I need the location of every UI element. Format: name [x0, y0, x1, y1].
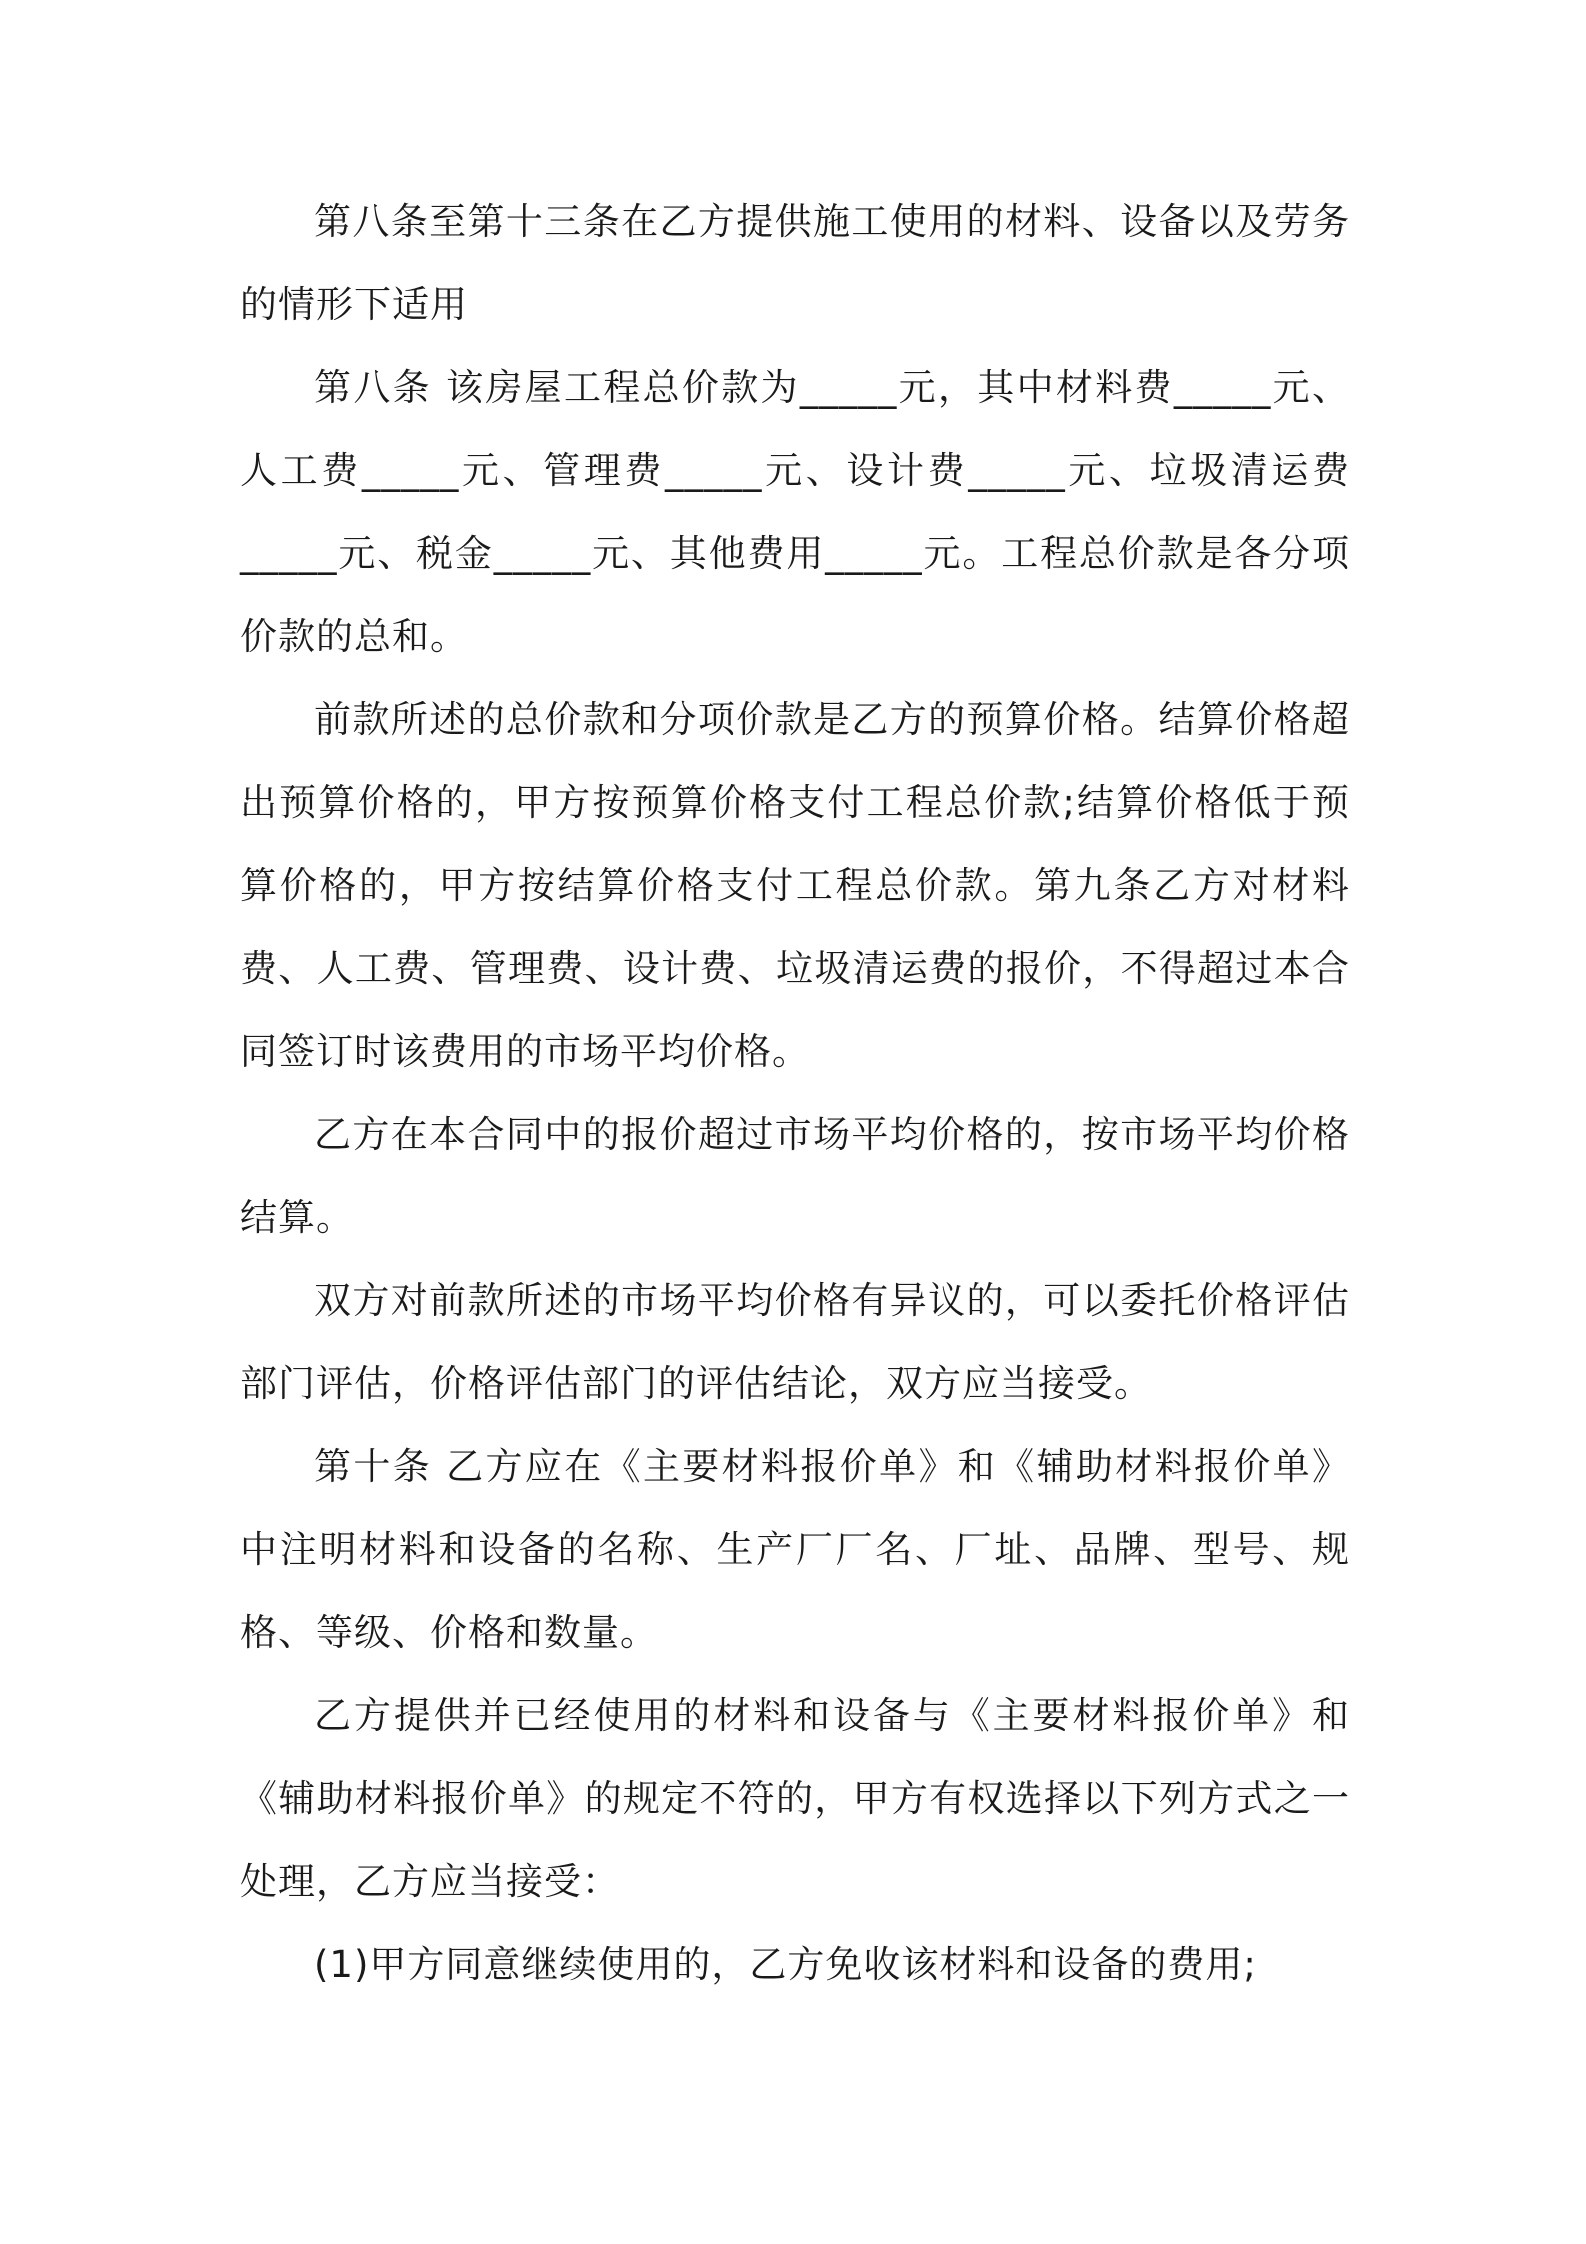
- paragraph-article-8-total-price: 第八条 该房屋工程总价款为_____元，其中材料费_____元、人工费_____元、管理费_____元、设计费_____元、垃圾清运费_____元、税金_____元、其他费用_____元。工程总价款是各分项价款的总和。: [240, 366, 1350, 658]
- paragraph-article-10-material-list: 第十条 乙方应在《主要材料报价单》和《辅助材料报价单》中注明材料和设备的名称、生产厂厂名、厂址、品牌、型号、规格、等级、价格和数量。: [240, 1445, 1350, 1654]
- paragraph-budget-settlement: 前款所述的总价款和分项价款是乙方的预算价格。结算价格超出预算价格的，甲方按预算价格支付工程总价款;结算价格低于预算价格的，甲方按结算价格支付工程总价款。第九条乙方对材料费、人工费、管理费、设计费、垃圾清运费的报价，不得超过本合同签订时该费用的市场平均价格。: [240, 698, 1350, 1073]
- paragraph-option-1: (1)甲方同意继续使用的，乙方免收该材料和设备的费用;: [314, 1943, 1257, 1986]
- contract-text-body: [240, 180, 1350, 2006]
- paragraph-price-dispute: 双方对前款所述的市场平均价格有异议的，可以委托价格评估部门评估，价格评估部门的评估结论，双方应当接受。: [240, 1279, 1350, 1405]
- paragraph-market-price-settlement: 乙方在本合同中的报价超过市场平均价格的，按市场平均价格结算。: [240, 1113, 1350, 1239]
- paragraph-scope-note: 第八条至第十三条在乙方提供施工使用的材料、设备以及劳务的情形下适用: [240, 200, 1350, 326]
- paragraph-nonconforming-materials: 乙方提供并已经使用的材料和设备与《主要材料报价单》和《辅助材料报价单》的规定不符的，甲方有权选择以下列方式之一处理，乙方应当接受：: [240, 1694, 1350, 1903]
